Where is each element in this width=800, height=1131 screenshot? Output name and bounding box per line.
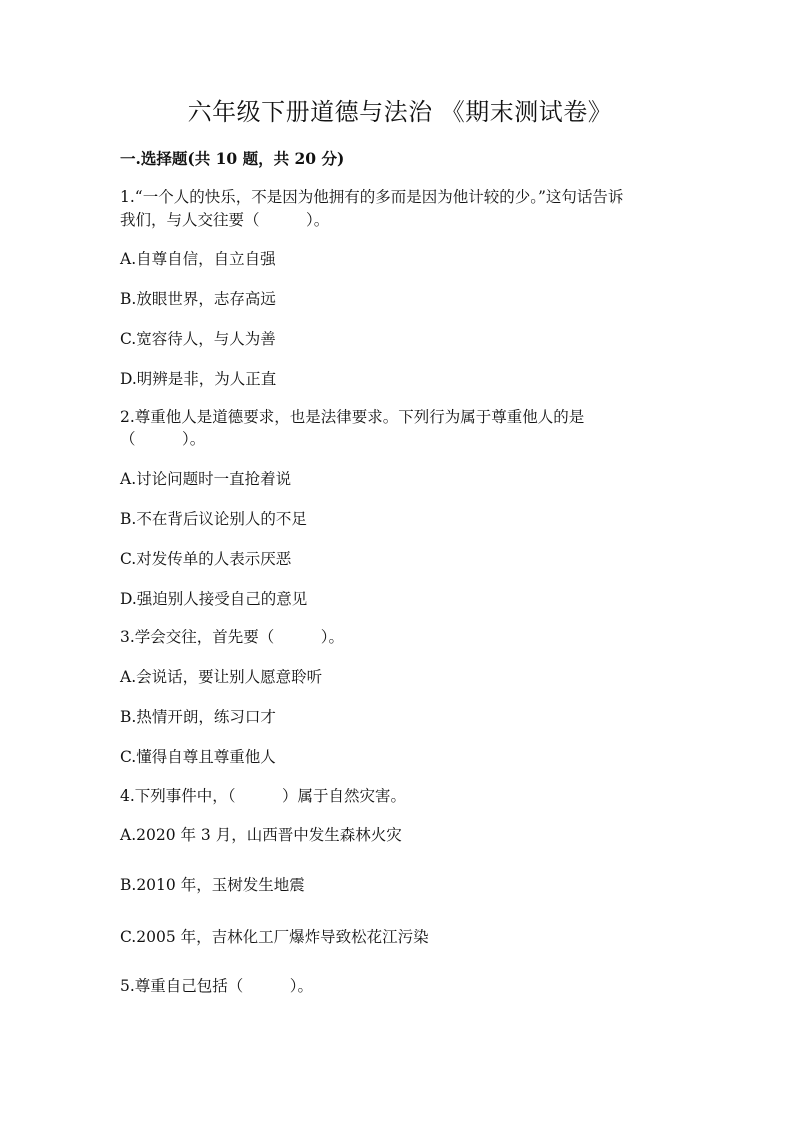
- section-heading: 一.选择题(共 10 题，共 20 分): [120, 149, 345, 168]
- question-2-stem-line-1: 2.尊重他人是道德要求，也是法律要求。下列行为属于尊重他人的是: [120, 408, 585, 426]
- question-1-option-c: C.宽容待人，与人为善: [120, 330, 276, 348]
- question-5-stem: 5.尊重自己包括（ ）。: [120, 977, 314, 995]
- question-4-option-a: A.2020 年 3 月，山西晋中发生森林火灾: [120, 826, 402, 844]
- question-1-stem-line-1: 1.“一个人的快乐，不是因为他拥有的多而是因为他计较的少。”这句话告诉: [120, 188, 624, 206]
- question-2-option-a: A.讨论问题时一直抢着说: [120, 470, 292, 488]
- question-2-option-b: B.不在背后议论别人的不足: [120, 510, 307, 528]
- question-4-option-b: B.2010 年，玉树发生地震: [120, 876, 305, 894]
- question-1-option-a: A.自尊自信，自立自强: [120, 250, 276, 268]
- question-3-stem: 3.学会交往，首先要（ ）。: [120, 628, 345, 646]
- question-2-option-c: C.对发传单的人表示厌恶: [120, 550, 292, 568]
- question-1-stem-line-2: 我们，与人交往要（ ）。: [120, 211, 330, 229]
- question-4-option-c: C.2005 年，吉林化工厂爆炸导致松花江污染: [120, 928, 429, 946]
- question-2-option-d: D.强迫别人接受自己的意见: [120, 590, 308, 608]
- question-3-option-c: C.懂得自尊且尊重他人: [120, 748, 276, 766]
- question-2-stem-line-2: （ ）。: [120, 430, 206, 448]
- page-title: 六年级下册道德与法治 《期末测试卷》: [187, 98, 613, 126]
- question-1-option-d: D.明辨是非，为人正直: [120, 370, 277, 388]
- question-1-option-b: B.放眼世界，志存高远: [120, 290, 276, 308]
- question-4-stem: 4.下列事件中，（ ）属于自然灾害。: [120, 787, 407, 805]
- question-3-option-b: B.热情开朗，练习口才: [120, 708, 276, 726]
- question-3-option-a: A.会说话，要让别人愿意聆听: [120, 668, 323, 686]
